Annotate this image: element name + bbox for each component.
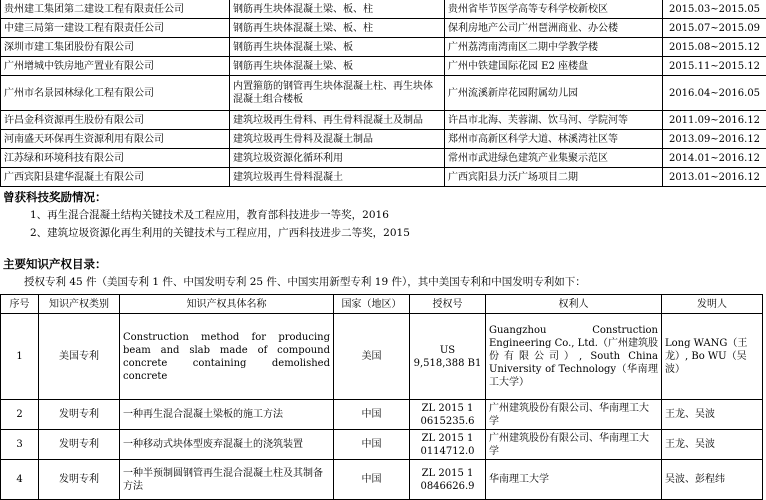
award-item: 2、建筑垃圾资源化再生利用的关键技术与工程应用，广西科技进步二等奖，2015 (30, 227, 410, 239)
awards-heading: 曾获科技奖励情况： (3, 190, 107, 204)
company-cell: 许昌金科资源再生股份有限公司 (1, 111, 230, 130)
company-cell: 广州增城中铁房地产置业有限公司 (1, 57, 230, 76)
index-cell: 4 (1, 460, 39, 500)
period-cell: 2015.11~2015.12 (663, 57, 766, 76)
ip-table (0, 294, 763, 500)
name-cell: 一种再生混合混凝土梁板的施工方法 (120, 400, 334, 430)
inventor-cell: Long WANG（王龙）, Bo WU（吴波） (662, 314, 763, 400)
table-row (1, 57, 766, 76)
location-cell: 常州市武进绿色建筑产业集聚示范区 (445, 149, 663, 168)
table-row (1, 38, 766, 57)
period-cell: 2015.03~2015.05 (663, 0, 766, 19)
company-cell: 江苏绿和环境科技有限公司 (1, 149, 230, 168)
location-cell: 广州中铁建国际花园 E2 座楼盘 (445, 57, 663, 76)
number-cell: ZL 2015 1 0114712.0 (410, 430, 486, 460)
table-row (1, 76, 766, 111)
period-cell: 2013.01~2016.12 (663, 168, 766, 187)
location-cell: 广州流溪新岸花园附属幼儿园 (445, 76, 663, 111)
content-cell: 建筑垃圾再生骨料及混凝土制品 (230, 130, 445, 149)
column-header: 国家（地区） (334, 295, 410, 314)
location-cell: 许昌市北海、芙蓉湖、饮马河、学院河等 (445, 111, 663, 130)
location-cell: 广州荔湾南湾南区二期中学教学楼 (445, 38, 663, 57)
number-cell: US 9,518,388 B1 (410, 314, 486, 400)
content-cell: 建筑垃圾资源化循环利用 (230, 149, 445, 168)
inventor-cell: 吴波、彭程纬 (662, 460, 763, 500)
period-cell: 2014.01~2016.12 (663, 149, 766, 168)
company-cell: 广州市名景园林绿化工程有限公司 (1, 76, 230, 111)
holder-cell: Guangzhou Construction Engineering Co., Ltd.（广州建筑股份有限公司）, South China University of Technology（华南理工大学） (486, 314, 662, 400)
column-header: 知识产权具体名称 (120, 295, 334, 314)
period-cell: 2013.09~2016.12 (663, 130, 766, 149)
table-row (1, 168, 766, 187)
content-cell: 钢筋再生块体混凝土梁、板、柱 (230, 0, 445, 19)
award-item: 1、再生混合混凝土结构关键技术及工程应用，教育部科技进步一等奖，2016 (30, 209, 389, 221)
table-row (1, 19, 766, 38)
table-row (1, 111, 766, 130)
content-cell: 钢筋再生块体混凝土梁、板 (230, 38, 445, 57)
holder-cell: 华南理工大学 (486, 460, 662, 500)
location-cell: 保利房地产公司广州琶洲商业、办公楼 (445, 19, 663, 38)
holder-cell: 广州建筑股份有限公司、华南理工大学 (486, 400, 662, 430)
name-cell: 一种半预制圆钢管再生混合混凝土柱及其制备方法 (120, 460, 334, 500)
content-cell: 钢筋再生块体混凝土梁、板、柱 (230, 19, 445, 38)
name-cell: Construction method for producing beam and slab made of compound concrete containing demolished concrete (120, 314, 334, 400)
category-cell: 发明专利 (39, 460, 120, 500)
table-row (1, 400, 763, 430)
table-row (1, 0, 766, 19)
category-cell: 发明专利 (39, 400, 120, 430)
ip-summary: 授权专利 45 件（美国专利 1 件、中国发明专利 25 件、中国实用新型专利 19 件），其中美国专利和中国发明专利如下： (24, 276, 586, 288)
column-header: 知识产权类别 (39, 295, 120, 314)
table-row (1, 130, 766, 149)
company-cell: 河南盛天环保再生资源利用有限公司 (1, 130, 230, 149)
period-cell: 2016.04~2016.05 (663, 76, 766, 111)
content-cell: 建筑垃圾再生骨料、再生骨料混凝土及制品 (230, 111, 445, 130)
inventor-cell: 王龙、吴波 (662, 430, 763, 460)
period-cell: 2011.09~2016.12 (663, 111, 766, 130)
index-cell: 3 (1, 430, 39, 460)
ip-heading: 主要知识产权目录： (3, 257, 107, 271)
content-cell: 钢筋再生块体混凝土梁、板 (230, 57, 445, 76)
column-header: 授权号 (410, 295, 486, 314)
table-row (1, 460, 763, 500)
category-cell: 发明专利 (39, 430, 120, 460)
application-projects-table (0, 0, 766, 187)
table-header-row (1, 295, 763, 314)
number-cell: ZL 2015 1 0615235.6 (410, 400, 486, 430)
column-header: 发明人 (662, 295, 763, 314)
category-cell: 美国专利 (39, 314, 120, 400)
period-cell: 2015.07~2015.09 (663, 19, 766, 38)
column-header: 序号 (1, 295, 39, 314)
company-cell: 贵州建工集团第二建设工程有限责任公司 (1, 0, 230, 19)
table-row (1, 314, 763, 400)
company-cell: 广西宾阳县建华混凝土有限公司 (1, 168, 230, 187)
company-cell: 深圳市建工集团股份有限公司 (1, 38, 230, 57)
content-cell: 内置箍筋的钢管再生块体混凝土柱、再生块体混凝土组合楼板 (230, 76, 445, 111)
index-cell: 2 (1, 400, 39, 430)
location-cell: 郑州市高新区科学大道、林溪湾社区等 (445, 130, 663, 149)
index-cell: 1 (1, 314, 39, 400)
country-cell: 中国 (334, 430, 410, 460)
inventor-cell: 王龙、吴波 (662, 400, 763, 430)
column-header: 权利人 (486, 295, 662, 314)
table-row (1, 149, 766, 168)
country-cell: 中国 (334, 460, 410, 500)
holder-cell: 广州建筑股份有限公司、华南理工大学 (486, 430, 662, 460)
content-cell: 建筑垃圾再生骨料混凝土 (230, 168, 445, 187)
company-cell: 中建三局第一建设工程有限责任公司 (1, 19, 230, 38)
country-cell: 美国 (334, 314, 410, 400)
number-cell: ZL 2015 1 0846626.9 (410, 460, 486, 500)
table-row (1, 430, 763, 460)
name-cell: 一种移动式块体型废弃混凝土的浇筑装置 (120, 430, 334, 460)
location-cell: 贵州省毕节医学高等专科学校新校区 (445, 0, 663, 19)
period-cell: 2015.08~2015.12 (663, 38, 766, 57)
location-cell: 广西宾阳县力沃广场项目二期 (445, 168, 663, 187)
country-cell: 中国 (334, 400, 410, 430)
